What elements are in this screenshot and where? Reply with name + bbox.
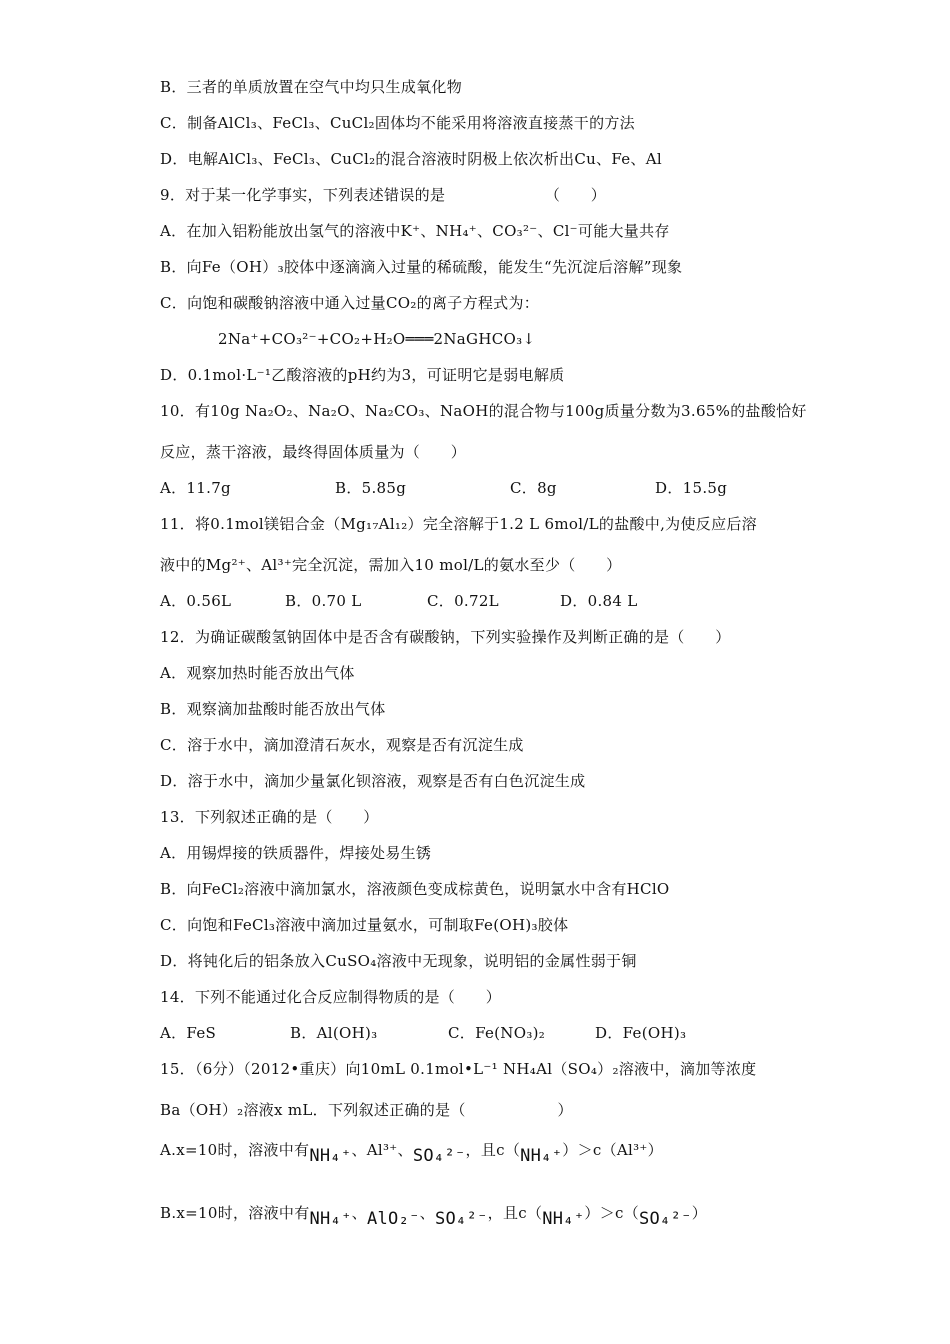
question-15: 15．（6分）（2012•重庆）向10mL 0.1mol•L⁻¹ NH₄Al（SO₄）₂溶液中，滴加等浓度 xyxy=(160,1060,757,1078)
option-11b: B．0.70 L xyxy=(285,592,362,610)
options-11 xyxy=(160,591,638,611)
option-11c: C．0.72L xyxy=(427,592,499,610)
question-12: 12．为确证碳酸氢钠固体中是否含有碳酸钠，下列实验操作及判断正确的是（ ） xyxy=(160,628,731,646)
question-10-cont: 反应，蒸干溶液，最终得固体质量为（ ） xyxy=(160,443,467,461)
option-14b: B．Al(OH)₃ xyxy=(290,1024,378,1042)
question-14: 14．下列不能通过化合反应制得物质的是（ ） xyxy=(160,988,501,1006)
option-8d: D．电解AlCl₃、FeCl₃、CuCl₂的混合溶液时阴极上依次析出Cu、Fe、Al xyxy=(160,150,662,168)
option-12d: D．溶于水中，滴加少量氯化钡溶液，观察是否有白色沉淀生成 xyxy=(160,772,586,790)
option-10d: D．15.5g xyxy=(655,479,728,497)
option-15a: A.x=10时，溶液中有NH₄⁺、Al³⁺、SO₄²⁻，且c（NH₄⁺）＞c（Al³⁺） xyxy=(160,1141,663,1166)
ammonium-ion: NH₄⁺ xyxy=(309,1209,352,1229)
ammonium-ion: NH₄⁺ xyxy=(542,1209,585,1229)
option-9d: D．0.1mol·L⁻¹乙酸溶液的pH约为3，可证明它是弱电解质 xyxy=(160,366,565,384)
aluminate-ion: AlO₂⁻ xyxy=(366,1209,420,1229)
option-9a: A．在加入铝粉能放出氢气的溶液中K⁺、NH₄⁺、CO₃²⁻、Cl⁻可能大量共存 xyxy=(160,222,670,240)
options-14 xyxy=(160,1023,686,1043)
equation-9c: 2Na⁺+CO₃²⁻+CO₂+H₂O═══2NaGHCO₃↓ xyxy=(218,330,536,348)
option-12b: B．观察滴加盐酸时能否放出气体 xyxy=(160,700,386,718)
option-13c: C．向饱和FeCl₃溶液中滴加过量氨水，可制取Fe(OH)₃胶体 xyxy=(160,916,569,934)
ammonium-ion: NH₄⁺ xyxy=(309,1146,352,1166)
option-14a: A．FeS xyxy=(160,1024,217,1042)
ammonium-ion: NH₄⁺ xyxy=(520,1146,563,1166)
option-10a: A．11.7g xyxy=(160,479,231,497)
sulfate-ion: SO₄²⁻ xyxy=(412,1146,466,1166)
question-10: 10．有10g Na₂O₂、Na₂O、Na₂CO₃、NaOH的混合物与100g质量分数为3.65%的盐酸恰好 xyxy=(160,402,807,420)
question-15-cont: Ba（OH）₂溶液x mL．下列叙述正确的是（ ） xyxy=(160,1101,573,1119)
option-9b: B．向Fe（OH）₃胶体中逐滴滴入过量的稀硫酸，能发生“先沉淀后溶解”现象 xyxy=(160,258,683,276)
option-13a: A．用锡焊接的铁质器件，焊接处易生锈 xyxy=(160,844,432,862)
option-12a: A．观察加热时能否放出气体 xyxy=(160,664,355,682)
option-12c: C．溶于水中，滴加澄清石灰水，观察是否有沉淀生成 xyxy=(160,736,524,754)
question-13: 13．下列叙述正确的是（ ） xyxy=(160,808,379,826)
option-13b: B．向FeCl₂溶液中滴加氯水，溶液颜色变成棕黄色，说明氯水中含有HClO xyxy=(160,880,670,898)
option-11a: A．0.56L xyxy=(160,592,232,610)
option-10c: C．8g xyxy=(510,479,557,497)
question-11: 11．将0.1mol镁铝合金（Mg₁₇Al₁₂）完全溶解于1.2 L 6mol/L的盐酸中,为使反应后溶 xyxy=(160,515,757,533)
options-10 xyxy=(160,478,727,498)
sulfate-ion: SO₄²⁻ xyxy=(639,1209,692,1229)
option-9c: C．向饱和碳酸钠溶液中通入过量CO₂的离子方程式为： xyxy=(160,294,540,312)
sulfate-ion: SO₄²⁻ xyxy=(434,1209,488,1229)
option-8b: B．三者的单质放置在空气中均只生成氧化物 xyxy=(160,78,463,96)
option-11d: D．0.84 L xyxy=(560,592,638,610)
option-15b: B.x=10时，溶液中有NH₄⁺、AlO₂⁻、SO₄²⁻，且c（NH₄⁺）＞c（SO₄²⁻） xyxy=(160,1204,708,1229)
question-9: 9．对于某一化学事实，下列表述错误的是 （ ） xyxy=(160,186,607,204)
option-10b: B．5.85g xyxy=(335,479,407,497)
question-11-cont: 液中的Mg²⁺、Al³⁺完全沉淀，需加入10 mol/L的氨水至少（ ） xyxy=(160,556,622,574)
option-14c: C．Fe(NO₃)₂ xyxy=(448,1024,546,1042)
option-14d: D．Fe(OH)₃ xyxy=(595,1024,687,1042)
option-13d: D．将钝化后的铝条放入CuSO₄溶液中无现象，说明铝的金属性弱于铜 xyxy=(160,952,637,970)
option-8c: C．制备AlCl₃、FeCl₃、CuCl₂固体均不能采用将溶液直接蒸干的方法 xyxy=(160,114,635,132)
